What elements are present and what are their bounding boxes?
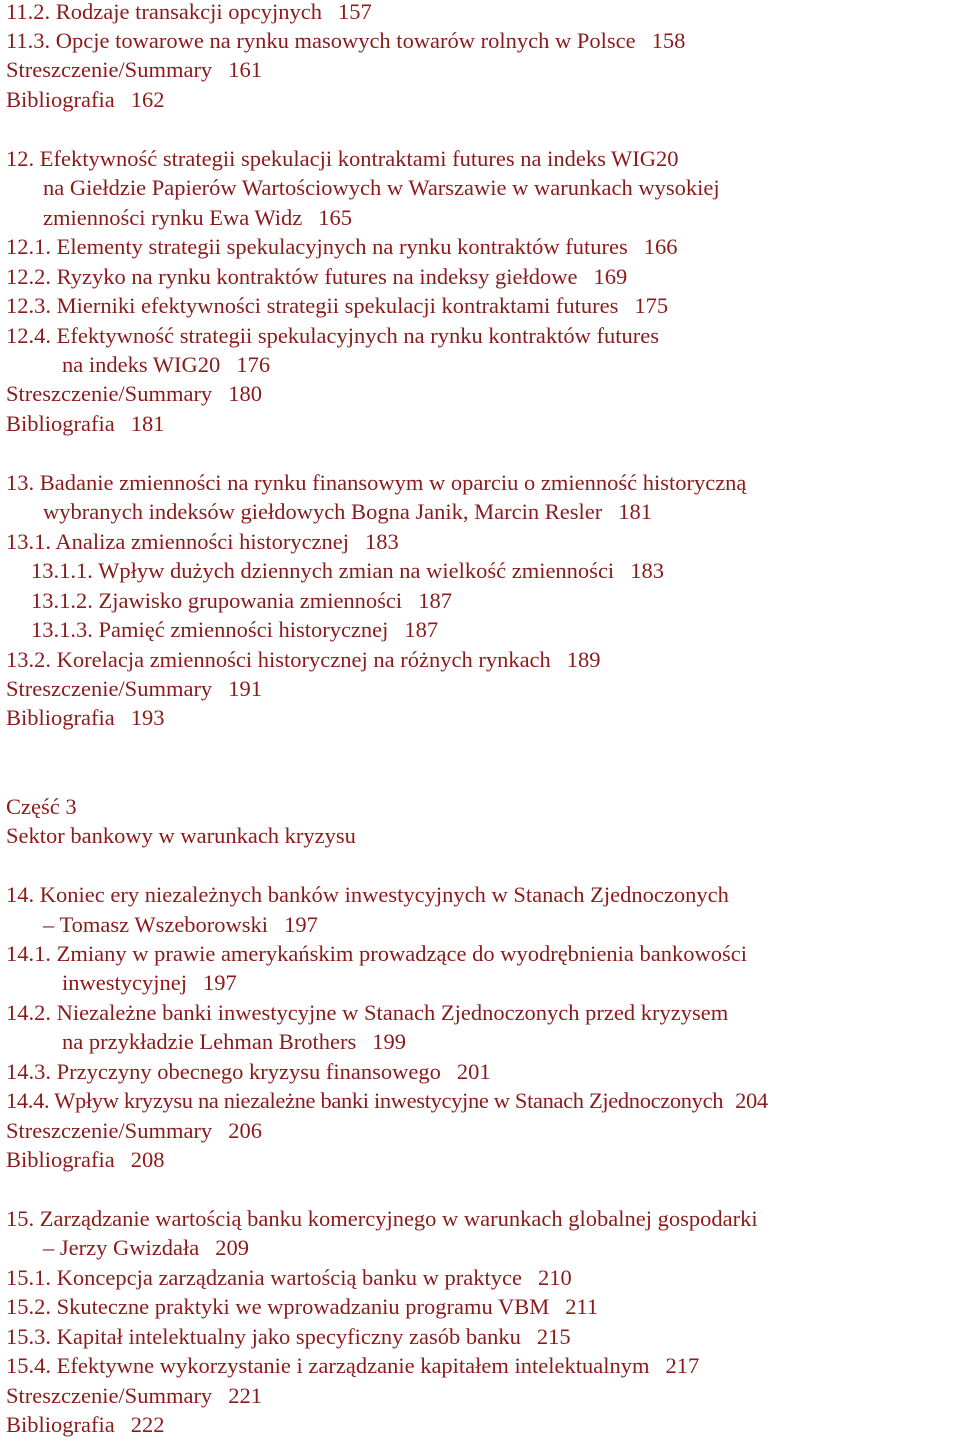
toc-entry-text: Streszczenie/Summary	[6, 57, 213, 82]
toc-entry	[6, 322, 659, 350]
toc-entry	[6, 56, 262, 84]
chapter-title-line: na Giełdzie Papierów Wartościowych w Warszawie w warunkach wysokiej	[43, 175, 720, 200]
toc-entry	[6, 1411, 164, 1439]
toc-page-number: 183	[365, 529, 399, 554]
toc-page-number: 222	[130, 1412, 165, 1437]
toc-page-number: 183	[630, 558, 664, 583]
toc-entry-text: Streszczenie/Summary	[6, 676, 213, 701]
toc-page-number: 204	[735, 1088, 768, 1113]
toc-entry	[6, 1382, 262, 1410]
part-title-text: Sektor bankowy w warunkach kryzysu	[6, 823, 356, 848]
toc-page-number: 158	[651, 28, 686, 53]
toc-entry-text: inwestycyjnej	[62, 970, 187, 995]
toc-entry-text: 14.2. Niezależne banki inwestycyjne w Stanach Zjednoczonych przed kryzysem	[6, 1000, 729, 1025]
chapter-title	[43, 1234, 249, 1262]
chapter-title	[6, 881, 729, 909]
chapter-title-line: zmienności rynku Ewa Widz	[43, 205, 303, 230]
toc-page-number: 181	[618, 499, 652, 524]
toc-entry	[62, 969, 237, 997]
toc-entry-text: 14.1. Zmiany w prawie amerykańskim prowadzące do wyodrębnienia bankowości	[6, 941, 748, 966]
toc-page-number: 189	[566, 647, 601, 672]
toc-entry-text: 12.4. Efektywność strategii spekulacyjnych na rynku kontraktów futures	[6, 323, 659, 348]
toc-entry-text: 14.4. Wpływ kryzysu na niezależne banki inwestycyjne w Stanach Zjednoczonych	[6, 1088, 724, 1113]
toc-entry-text: 15.1. Koncepcja zarządzania wartością banku w praktyce	[6, 1265, 522, 1290]
part-label-text: Część 3	[6, 794, 77, 819]
toc-page-number: 169	[593, 264, 628, 289]
chapter-title-line: wybranych indeksów giełdowych Bogna Janik, Marcin Resler	[43, 499, 603, 524]
toc-entry	[6, 940, 747, 968]
toc-entry	[31, 557, 664, 585]
toc-entry	[6, 1087, 768, 1115]
toc-page-number: 165	[318, 205, 352, 230]
toc-entry	[6, 263, 627, 291]
toc-entry	[6, 1117, 262, 1145]
toc-entry-text: 13.1.1. Wpływ dużych dziennych zmian na wielkość zmienności	[31, 558, 615, 583]
toc-entry-text: Bibliografia	[6, 705, 115, 730]
toc-page-number: 161	[228, 57, 262, 82]
toc-entry-text: 13.1.3. Pamięć zmienności historycznej	[31, 617, 389, 642]
toc-page-number: 208	[130, 1147, 165, 1172]
toc-entry-text: 11.3. Opcje towarowe na rynku masowych towarów rolnych w Polsce	[6, 28, 636, 53]
chapter-title	[43, 911, 318, 939]
chapter-title	[6, 469, 746, 497]
toc-entry-text: Bibliografia	[6, 1147, 115, 1172]
toc-entry	[6, 1352, 699, 1380]
chapter-title	[43, 498, 652, 526]
toc-entry-text: Bibliografia	[6, 1412, 115, 1437]
part-label	[6, 793, 77, 821]
toc-page-number: 199	[372, 1029, 407, 1054]
toc-page-number: 187	[404, 617, 439, 642]
toc-page-number: 217	[665, 1353, 700, 1378]
toc-entry	[62, 351, 270, 379]
chapter-title	[43, 174, 720, 202]
toc-page-number: 209	[215, 1235, 249, 1260]
chapter-title-line: 15. Zarządzanie wartością banku komercyjnego w warunkach globalnej gospodarki	[6, 1206, 758, 1231]
toc-page-number: 211	[565, 1294, 599, 1319]
toc-page-number: 157	[337, 0, 372, 24]
toc-entry-text: 15.2. Skuteczne praktyki we wprowadzaniu programu VBM	[6, 1294, 550, 1319]
toc-entry	[6, 292, 668, 320]
toc-entry-text: 15.3. Kapitał intelektualny jako specyficzny zasób banku	[6, 1324, 521, 1349]
toc-entry	[6, 704, 164, 732]
toc-entry-text: Bibliografia	[6, 87, 115, 112]
toc-page-number: 180	[228, 381, 262, 406]
toc-entry	[31, 587, 452, 615]
toc-page-number: 191	[228, 676, 262, 701]
toc-entry-text: Bibliografia	[6, 411, 115, 436]
toc-entry-text: 12.2. Ryzyko na rynku kontraktów futures na indeksy giełdowe	[6, 264, 578, 289]
toc-entry	[62, 1028, 406, 1056]
toc-entry	[6, 27, 685, 55]
chapter-title-line: – Jerzy Gwizdała	[43, 1235, 200, 1260]
toc-page-number: 206	[228, 1118, 262, 1143]
toc-entry-text: 13.1.2. Zjawisko grupowania zmienności	[31, 588, 403, 613]
toc-page-number: 193	[130, 705, 165, 730]
toc-entry-text: Streszczenie/Summary	[6, 381, 213, 406]
toc-entry-text: na przykładzie Lehman Brothers	[62, 1029, 357, 1054]
toc-page-number: 197	[284, 912, 318, 937]
toc-entry	[6, 1264, 572, 1292]
toc-entry	[6, 1293, 598, 1321]
toc-entry-text: 13.1. Analiza zmienności historycznej	[6, 529, 350, 554]
toc-entry	[6, 1146, 164, 1174]
chapter-title	[6, 1205, 758, 1233]
toc-entry	[6, 86, 164, 114]
toc-entry	[6, 675, 262, 703]
toc-page-number: 176	[236, 352, 271, 377]
part-title	[6, 822, 356, 850]
toc-entry	[6, 410, 164, 438]
toc-page-number: 181	[130, 411, 165, 436]
toc-entry-text: 12.3. Mierniki efektywności strategii spekulacji kontraktami futures	[6, 293, 619, 318]
toc-entry	[6, 528, 399, 556]
toc-entry	[6, 0, 372, 26]
toc-entry	[6, 233, 677, 261]
toc-entry	[6, 646, 601, 674]
toc-entry-text: Streszczenie/Summary	[6, 1118, 213, 1143]
toc-entry-text: 15.4. Efektywne wykorzystanie i zarządzanie kapitałem intelektualnym	[6, 1353, 650, 1378]
toc-entry-text: 11.2. Rodzaje transakcji opcyjnych	[6, 0, 322, 24]
toc-entry	[6, 380, 262, 408]
toc-page-number: 175	[634, 293, 669, 318]
toc-entry	[6, 1323, 571, 1351]
chapter-title-line: 12. Efektywność strategii spekulacji kontraktami futures na indeks WIG20	[6, 146, 679, 171]
toc-page-number: 162	[130, 87, 165, 112]
toc-page-number: 187	[418, 588, 452, 613]
chapter-title-line: – Tomasz Wszeborowski	[43, 912, 269, 937]
toc-page-number: 210	[538, 1265, 572, 1290]
chapter-title-line: 13. Badanie zmienności na rynku finansowym w oparciu o zmienność historyczną	[6, 470, 747, 495]
toc-entry-text: 12.1. Elementy strategii spekulacyjnych na rynku kontraktów futures	[6, 234, 628, 259]
toc-page-number: 221	[228, 1383, 262, 1408]
toc-entry	[6, 1058, 491, 1086]
toc-page-number: 201	[456, 1059, 491, 1084]
toc-entry-text: 14.3. Przyczyny obecnego kryzysu finansowego	[6, 1059, 441, 1084]
toc-entry-text: na indeks WIG20	[62, 352, 221, 377]
toc-page-number: 215	[536, 1324, 571, 1349]
toc-entry-text: Streszczenie/Summary	[6, 1383, 213, 1408]
toc-entry	[31, 616, 438, 644]
toc-entry	[6, 999, 728, 1027]
toc-page-number: 197	[202, 970, 237, 995]
chapter-title	[43, 204, 352, 232]
chapter-title-line: 14. Koniec ery niezależnych banków inwestycyjnych w Stanach Zjednoczonych	[6, 882, 729, 907]
toc-entry-text: 13.2. Korelacja zmienności historycznej na różnych rynkach	[6, 647, 551, 672]
toc-page-number: 166	[643, 234, 678, 259]
chapter-title	[6, 145, 679, 173]
